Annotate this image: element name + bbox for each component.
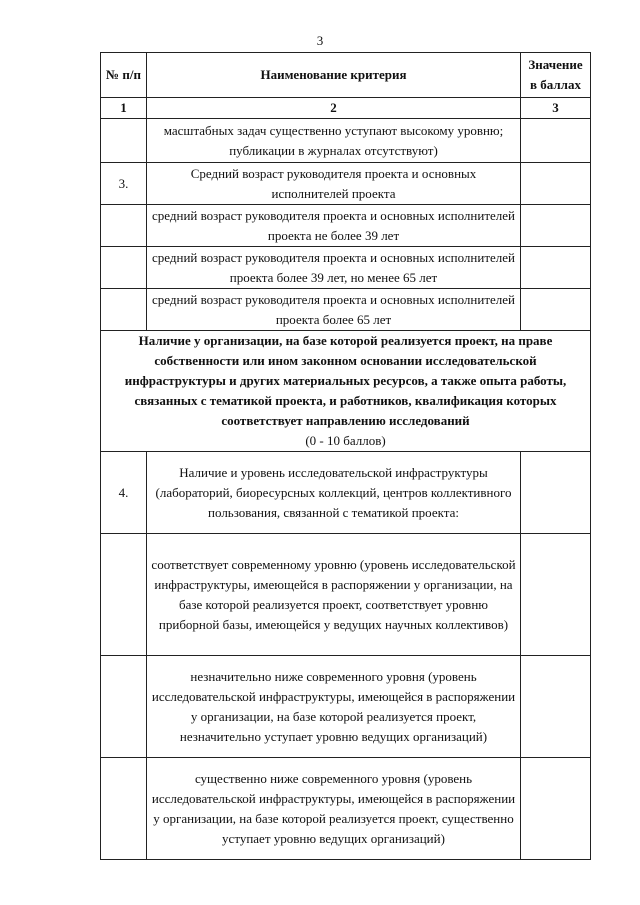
row-num (101, 247, 147, 289)
header-value: Значение в баллах (521, 53, 591, 98)
row-text: существенно ниже современного уровня (уровень исследовательской инфраструктуры, имеющейся в распоряжении у организации, на базе которой реализуется проект, существенно уступает уровню ведущих организаций) (147, 758, 521, 860)
header-num: № п/п (101, 53, 147, 98)
row-text: средний возраст руководителя проекта и основных исполнителей проекта не более 39 лет (147, 205, 521, 247)
section-points: (0 - 10 баллов) (305, 433, 386, 448)
row-value (521, 758, 591, 860)
row-value (521, 289, 591, 331)
row-num (101, 758, 147, 860)
row-text: незначительно ниже современного уровня (уровень исследовательской инфраструктуры, имеющейся в распоряжении у организации, на базе которой реализуется проект, незначительно уступает уровню ведущих организаций) (147, 656, 521, 758)
row-value (521, 534, 591, 656)
row-value (521, 656, 591, 758)
row-text: Средний возраст руководителя проекта и основных исполнителей проекта (147, 163, 521, 205)
section-row (101, 331, 591, 452)
header-row (101, 53, 591, 98)
row-text: средний возраст руководителя проекта и основных исполнителей проекта более 65 лет (147, 289, 521, 331)
row-num: 4. (101, 452, 147, 534)
table-row (101, 452, 591, 534)
row-num: 3. (101, 163, 147, 205)
row-num (101, 289, 147, 331)
row-value (521, 119, 591, 163)
table-row (101, 247, 591, 289)
row-value (521, 163, 591, 205)
section-title: Наличие у организации, на базе которой реализуется проект, на праве собственности или ином законном основании исследовательской инфраструктуры и других материальных ресурсов, а также опыта работы, связанных с тематикой проекта, и работников, квалификация которых соответствует направлению исследований (124, 333, 567, 428)
section-heading (101, 331, 591, 452)
criteria-table (100, 52, 591, 860)
table-row (101, 163, 591, 205)
table-row (101, 534, 591, 656)
row-value (521, 247, 591, 289)
table-row (101, 656, 591, 758)
row-text: Наличие и уровень исследовательской инфраструктуры (лабораторий, биоресурсных коллекций, центров коллективного пользования, связанной с тематикой проекта: (147, 452, 521, 534)
header-name: Наименование критерия (147, 53, 521, 98)
table-row (101, 758, 591, 860)
row-text: средний возраст руководителя проекта и основных исполнителей проекта более 39 лет, но менее 65 лет (147, 247, 521, 289)
row-num (101, 119, 147, 163)
table-row (101, 119, 591, 163)
row-num (101, 656, 147, 758)
column-index: 2 (147, 98, 521, 119)
row-value (521, 205, 591, 247)
column-index: 1 (101, 98, 147, 119)
row-text: масштабных задач существенно уступают высокому уровню; публикации в журналах отсутствуют) (147, 119, 521, 163)
row-text: соответствует современному уровню (уровень исследовательской инфраструктуры, имеющейся в распоряжении у организации, на базе которой реализуется проект, соответствует уровню приборной базы, имеющейся у ведущих научных коллективов) (147, 534, 521, 656)
page-number: 3 (316, 33, 324, 48)
row-value (521, 452, 591, 534)
column-index-row (101, 98, 591, 119)
row-num (101, 534, 147, 656)
table-row (101, 205, 591, 247)
row-num (101, 205, 147, 247)
table-row (101, 289, 591, 331)
column-index: 3 (521, 98, 591, 119)
